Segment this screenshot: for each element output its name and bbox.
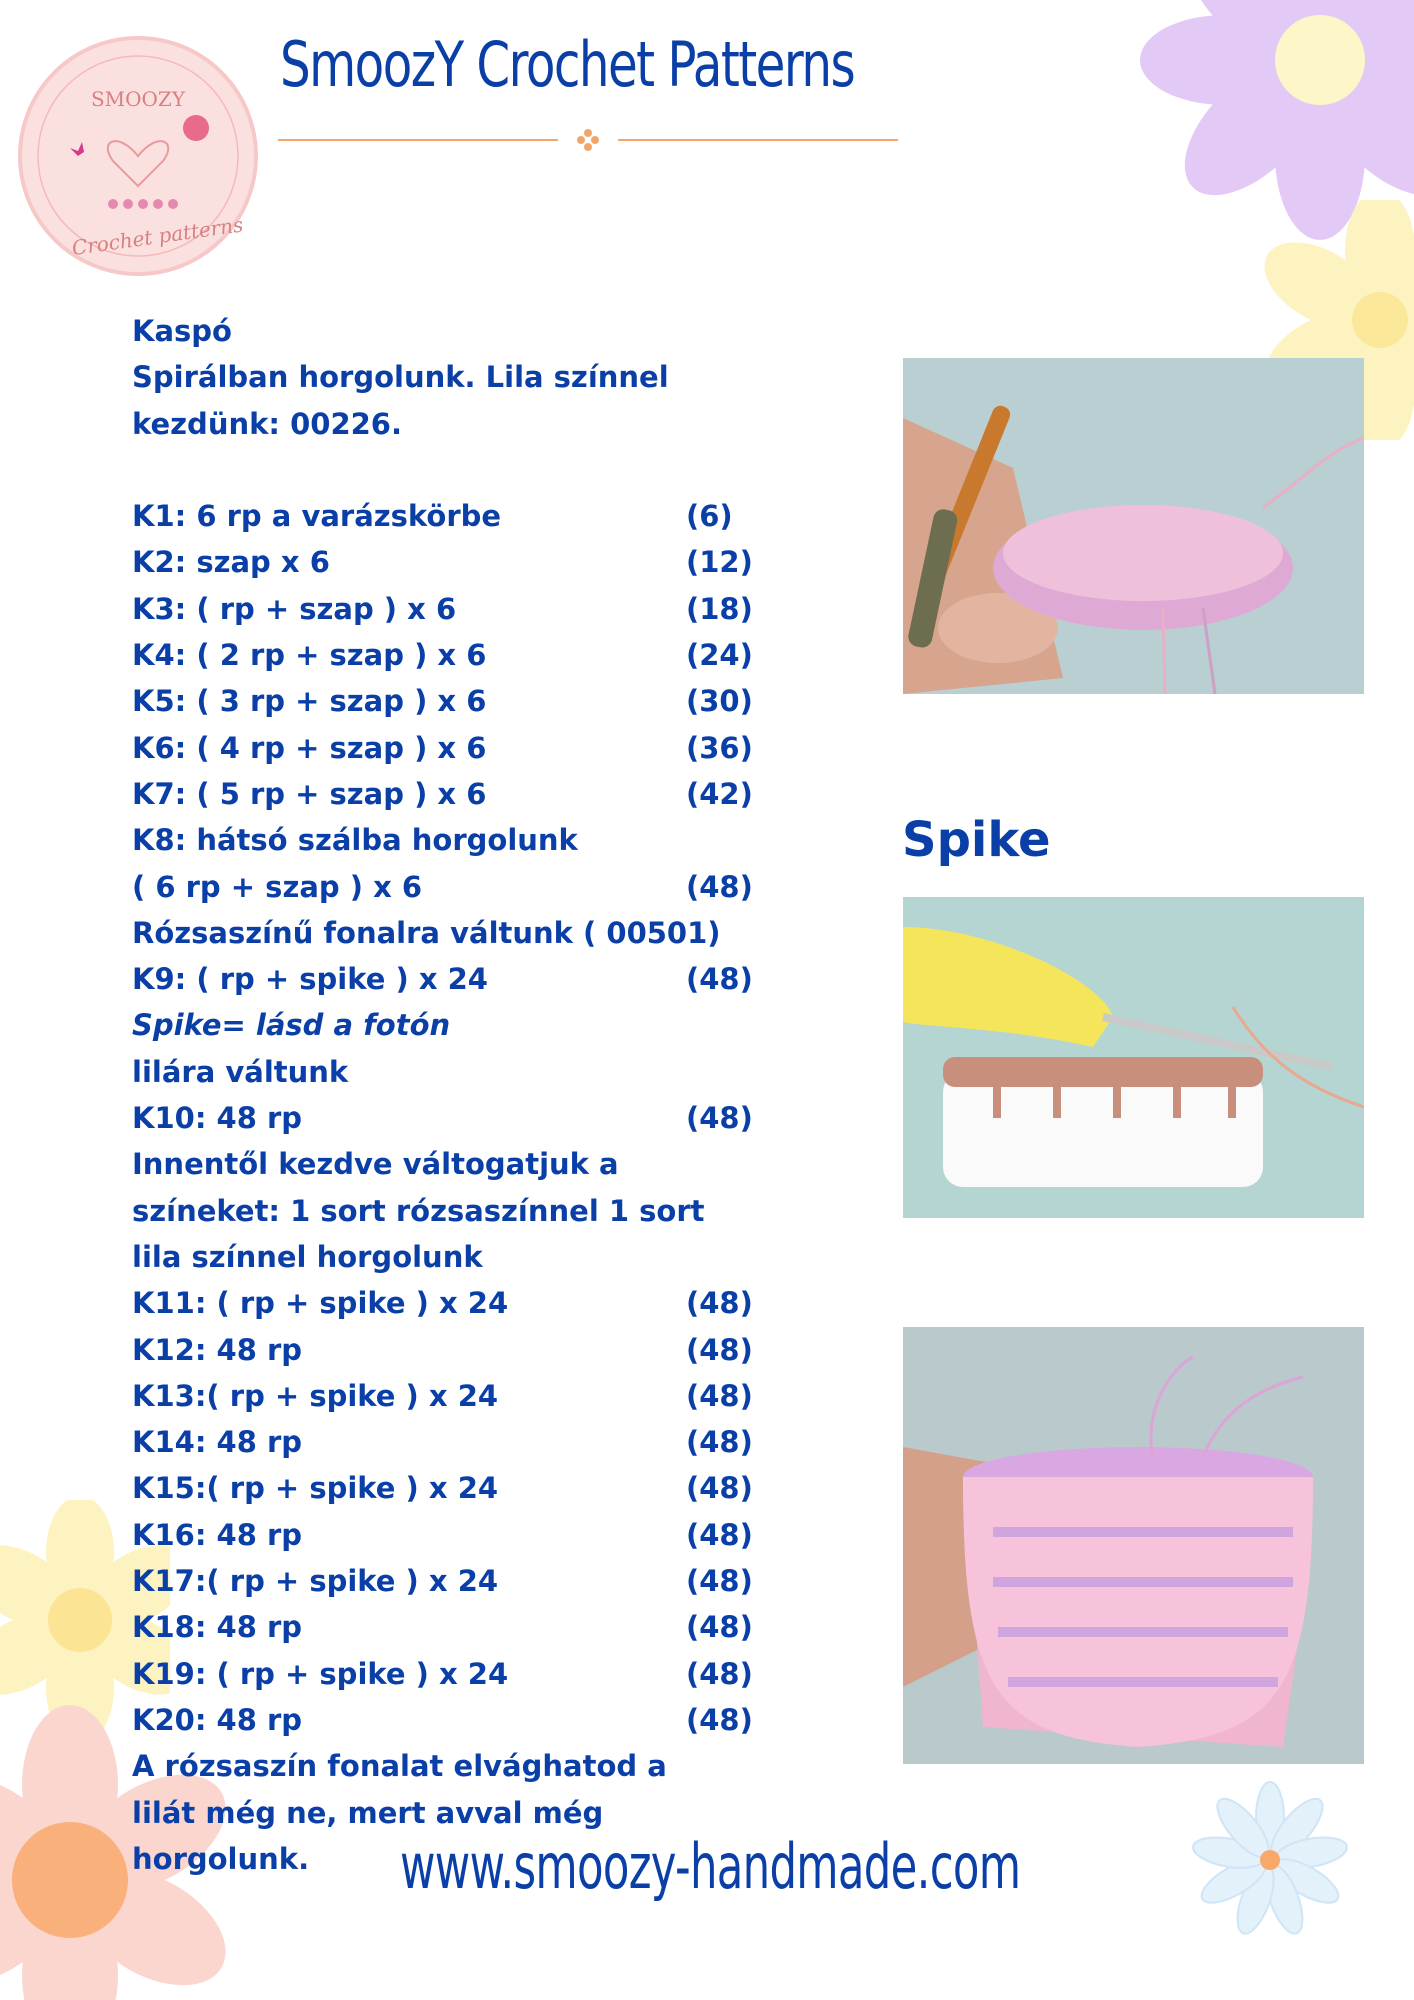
instruction-line	[132, 1188, 772, 1234]
instruction-text: K6: ( 4 rp + szap ) x 6	[132, 730, 487, 765]
pattern-instructions	[132, 308, 772, 1882]
instruction-text: K13:( rp + spike ) x 24	[132, 1378, 499, 1413]
instruction-line	[132, 1512, 772, 1558]
stitch-count: (48)	[686, 1702, 753, 1737]
instruction-line	[132, 817, 772, 863]
instruction-line	[132, 1002, 772, 1048]
stitch-count: (12)	[686, 545, 753, 580]
instruction-text: kezdünk: 00226.	[132, 406, 402, 441]
instruction-line	[132, 586, 772, 632]
instruction-line	[132, 771, 772, 817]
instruction-text: K5: ( 3 rp + szap ) x 6	[132, 684, 487, 719]
instruction-line	[132, 956, 772, 1002]
stitch-count: (48)	[686, 869, 753, 904]
instruction-line	[132, 1419, 772, 1465]
instruction-text: K19: ( rp + spike ) x 24	[132, 1656, 509, 1691]
instruction-text: A rózsaszín fonalat elvághatod a	[132, 1749, 667, 1784]
instruction-text: K9: ( rp + spike ) x 24	[132, 962, 488, 997]
stitch-count: (30)	[686, 684, 753, 719]
blue-flower-decoration	[1190, 1780, 1350, 1940]
instruction-text: K16: 48 rp	[132, 1517, 303, 1552]
photo-magic-ring	[903, 358, 1364, 694]
instruction-text: K15:( rp + spike ) x 24	[132, 1471, 499, 1506]
instruction-text: K8: hátsó szálba horgolunk	[132, 823, 578, 858]
instruction-line	[132, 864, 772, 910]
stitch-count: (42)	[686, 776, 753, 811]
instruction-line	[132, 910, 772, 956]
instruction-line	[132, 1049, 772, 1095]
instruction-text: K3: ( rp + szap ) x 6	[132, 591, 457, 626]
instruction-line	[132, 678, 772, 724]
instruction-text: lila színnel horgolunk	[132, 1239, 483, 1274]
stitch-count: (36)	[686, 730, 753, 765]
page-title: SmoozY Crochet Patterns	[280, 28, 855, 101]
instruction-line	[132, 725, 772, 771]
logo-text-top: SMOOZY	[90, 87, 186, 111]
instruction-line	[132, 1697, 772, 1743]
instruction-line	[132, 401, 772, 447]
stitch-count: (24)	[686, 638, 753, 673]
instruction-line	[132, 1790, 772, 1836]
instruction-line	[132, 1234, 772, 1280]
stitch-count: (48)	[686, 962, 753, 997]
instruction-text: Rózsaszínű fonalra váltunk ( 00501)	[132, 915, 721, 950]
stitch-count: (48)	[686, 1517, 753, 1552]
instruction-line	[132, 308, 772, 354]
instruction-text: ( 6 rp + szap ) x 6	[132, 869, 423, 904]
blank-line	[132, 447, 772, 493]
instruction-text: lilát még ne, mert avval még	[132, 1795, 604, 1830]
instruction-text: Innentől kezdve váltogatjuk a	[132, 1147, 619, 1182]
instruction-text: K20: 48 rp	[132, 1702, 303, 1737]
instruction-line	[132, 1373, 772, 1419]
title-divider	[278, 120, 898, 160]
instruction-text: K11: ( rp + spike ) x 24	[132, 1286, 509, 1321]
instruction-text: K14: 48 rp	[132, 1425, 303, 1460]
instruction-line	[132, 1327, 772, 1373]
instruction-line	[132, 1141, 772, 1187]
stitch-count: (48)	[686, 1101, 753, 1136]
instruction-line	[132, 354, 772, 400]
instruction-text: horgolunk.	[132, 1841, 310, 1876]
instruction-text: Spirálban horgolunk. Lila színnel	[132, 360, 669, 395]
stitch-count: (48)	[686, 1610, 753, 1645]
stitch-count: (48)	[686, 1656, 753, 1691]
stitch-count: (6)	[686, 499, 733, 534]
stitch-count: (48)	[686, 1425, 753, 1460]
website-link[interactable]: www.smoozy-handmade.com	[400, 1830, 1021, 1903]
spike-heading: Spike	[902, 812, 1051, 868]
stitch-count: (48)	[686, 1378, 753, 1413]
instruction-text: K4: ( 2 rp + szap ) x 6	[132, 638, 487, 673]
instruction-line	[132, 493, 772, 539]
instruction-text: K12: 48 rp	[132, 1332, 303, 1367]
instruction-line	[132, 1465, 772, 1511]
instruction-line	[132, 1095, 772, 1141]
stitch-count: (48)	[686, 1471, 753, 1506]
instruction-text: K7: ( 5 rp + szap ) x 6	[132, 776, 487, 811]
stitch-count: (48)	[686, 1332, 753, 1367]
logo-text-bottom: Crochet patterns	[70, 212, 245, 261]
photo-spike-stitch	[903, 897, 1364, 1218]
photo-finished-pot	[903, 1327, 1364, 1764]
instruction-line	[132, 539, 772, 585]
instruction-text: Spike= lásd a fotón	[132, 1008, 451, 1043]
instruction-text: K10: 48 rp	[132, 1101, 303, 1136]
instruction-text: színeket: 1 sort rózsaszínnel 1 sort	[132, 1193, 705, 1228]
stitch-count: (18)	[686, 591, 753, 626]
instruction-line	[132, 1651, 772, 1697]
stitch-count: (48)	[686, 1286, 753, 1321]
instruction-line	[132, 632, 772, 678]
instruction-text: K18: 48 rp	[132, 1610, 303, 1645]
instruction-text: lilára váltunk	[132, 1054, 349, 1089]
instruction-line	[132, 1604, 772, 1650]
instruction-text: Kaspó	[132, 314, 232, 348]
smoozy-logo	[18, 36, 258, 276]
stitch-count: (48)	[686, 1564, 753, 1599]
instruction-line	[132, 1280, 772, 1326]
instruction-text: K2: szap x 6	[132, 545, 330, 580]
instruction-line	[132, 1743, 772, 1789]
instruction-text: K1: 6 rp a varázskörbe	[132, 499, 502, 534]
instruction-text: K17:( rp + spike ) x 24	[132, 1564, 499, 1599]
instruction-line	[132, 1558, 772, 1604]
